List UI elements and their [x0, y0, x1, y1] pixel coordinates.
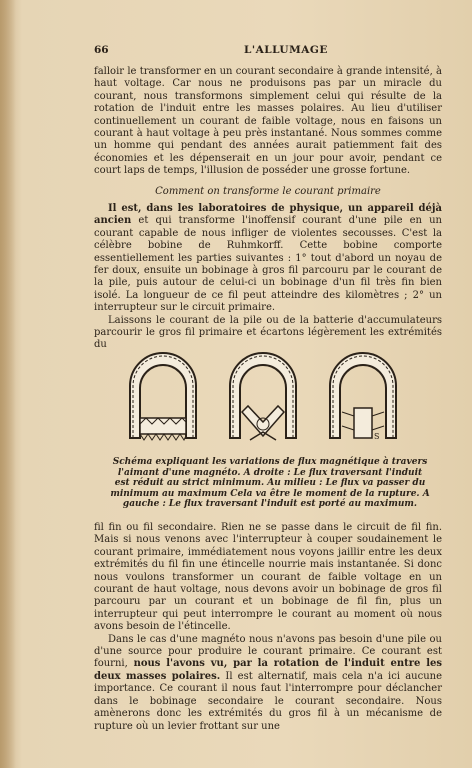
section-title: Comment on transforme le courant primaire [155, 186, 381, 197]
paragraph: Laissons le courant de la pile ou de la batterie d'accumulateurs parcourir le gros fil primaire et écartons légèrement les extrémités du [94, 314, 442, 351]
paragraph-rest: et qui transforme l'inoffensif courant d'une pile en un courant capable de nous infliger de violentes secousses. C'est la célèbre bobine de Ruhmkorff. Cette bobine comporte essentiellement les parties suivantes : 1° tout d'abord un noyau de fer doux, ensuite un bobinage à gros fil parcouru par le courant de la pile, puis autour de celui-ci un bobinage d'un fil très fin bien isolé. La longueur de ce fil peut atteindre des kilomètres ; 2° un interrupteur sur le circuit primaire. [94, 215, 442, 314]
page-header [94, 44, 448, 58]
magnet-diagram-middle [230, 353, 296, 440]
pole-label-s: S [374, 432, 380, 441]
magnet-diagram-right [330, 353, 396, 441]
page-gutter-shadow [0, 0, 16, 768]
figure-caption: Schéma expliquant les variations de flux magnétique à travers l'aimant d'une magnéto. A droite : Le flux traversant l'induit est réduit au strict minimum. Au milieu : Le flux va passer du minimum au maximum Cela va être le moment de la rupture. A gauche : Le flux traversant l'induit est porté au maximum. [110, 457, 430, 510]
paragraph-end: Il est alternatif, mais cela n'a ici aucune importance. Ce courant il nous faut l'interrompre pour déclancher dans le bobinage secondaire le courant secondaire. Nous amènerons donc les extrémités du gros fil à un mécanisme de rupture où un levier frottant sur une [94, 670, 442, 732]
magnet-diagram-left [130, 353, 196, 440]
text-block-bottom [94, 522, 442, 733]
page-number: 66 [94, 44, 109, 56]
paragraph-start: Dans le cas d'une magnéto nous n'avons pas besoin d'une pile ou d'une source pour produire le courant primaire. Ce courant est fourni, [94, 633, 442, 670]
bold-lead: Il est, dans les laboratoires de physique, un appareil déjà ancien [94, 203, 442, 227]
paragraph [94, 634, 442, 733]
text-block-middle [94, 203, 442, 352]
paragraph: fil fin ou fil secondaire. Rien ne se passe dans le circuit de fil fin. Mais si nous venons avec l'interrupteur à couper soudainement le courant primaire, immédiatement nous voyons jaillir entre les deux extrémités du fil fin une étincelle nourrie mais instantanée. Si donc nous voulons transformer un courant de faible voltage en un courant de haut voltage, nous devons avoir un bobinage de gros fil parcouru par un courant et un bobinage de fil fin, plus un interrupteur qui peut interrompre le courant au moment où nous avons besoin de l'étincelle. [94, 522, 442, 633]
text-block-top [94, 66, 442, 178]
paragraph: falloir le transformer en un courant secondaire à grande intensité, à haut voltage. Car nous ne produisons pas par un miracle du courant, nous transformons simplement celui qui résulte de la rotation de l'induit entre les masses polaires. Au lieu d'utiliser continuellement un courant de faible voltage, nous en faisons un courant à haut voltage à peu près instantané. Nous sommes comme un homme qui pendant des années aurait patiemment fait des économies et les dépenserait en un jour pour avoir, pendant ce court laps de temps, l'illusion de posséder une grosse fortune. [94, 66, 442, 177]
paragraph [94, 203, 442, 315]
running-title: L'ALLUMAGE [244, 44, 328, 56]
bold-phrase: nous l'avons vu, par la rotation de l'induit entre les deux masses polaires. [94, 658, 442, 682]
magneto-flux-figure [118, 346, 418, 456]
